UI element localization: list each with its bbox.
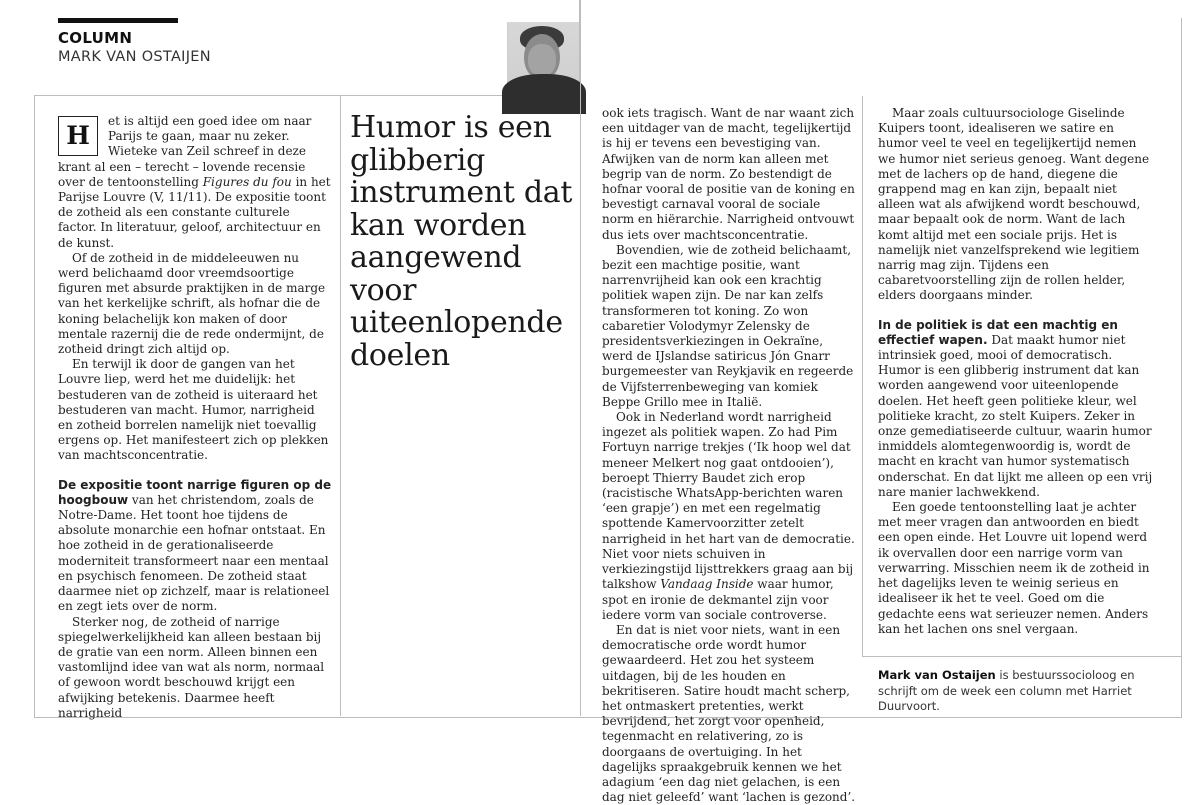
show-title: Vandaag Inside: [660, 577, 754, 592]
drop-cap: H: [58, 116, 98, 156]
section-kicker: COLUMN: [58, 29, 133, 47]
subheading: In de politiek is dat een machtig en effectief wapen.: [878, 317, 1118, 347]
bio-divider: [862, 656, 1182, 657]
paragraph: En terwijl ik door de gangen van het Louvre liep, werd het me duidelijk: het bestuderen van de zotheid is uiteraard het bestuderen van macht. Humor, narrigheid en zotheid borrelen namelijk niet toevallig ergens op. Het manifesteert zich op plekken van machtsconcentratie.: [58, 357, 329, 463]
paragraph: Maar zoals cultuursociologe Giselinde Kuipers toont, idealiseren we satire en humor veel te veel en tegelijkertijd nemen we humor niet serieus genoeg. Want degene met de lachers op de hand, diegene die grappend mag en kan zijn, bepaalt niet alleen wat als afwijkend wordt beschouwd, maar bepaalt ook de norm. Want de lach komt altijd met een sociale prijs. Het is namelijk niet vanzelfsprekend wie legitiem narrig mag zijn. Tijdens een cabaretvoorstelling zijn de rollen helder, elders doorgaans minder.: [878, 106, 1150, 303]
paragraph: Bovendien, wie de zotheid belichaamt, bezit een machtige positie, want narrenvrijheid kan ook een krachtig politiek wapen zijn. De nar kan zelfs transformeren tot koning. Zo won cabaretier Volodymyr Zelensky de presidentsverkiezingen in Oekraïne, werd de IJslandse satiricus Jón Gnarr burgemeester van Reykjavik en regeerde de Vijfsterrenbeweging van komiek Beppe Grillo mee in Italië.: [602, 242, 854, 409]
intro-paragraph: H et is altijd een goed idee om naar Parijs te gaan, maar nu zeker. Wieteke van Zeil schreef in deze krant al een – terecht – lovende recensie over de tentoonstelling Figures du fou in het Parijse Louvre (V, 11/11). De expositie toont de zotheid als een constante culturele factor. In literatuur, geloof, architectuur en de kunst.: [58, 114, 331, 250]
paragraph: Ook in Nederland wordt narrigheid ingezet als politiek wapen. Zo had Pim Fortuyn narrige trekjes (‘Ik hoop wel dat meneer Melkert nog gaat ontdooien’), beroept Thierry Baudet zich erop (racistische WhatsApp-berichten waren ‘een grapje’) en met een regelmatig spottende Kamervoorzitter zetelt narrigheid in het hart van de democratie. Niet voor niets schuiven in verkiezingstijd lijsttrekkers graag aan bij talkshow Vandaag Inside waar humor, spot en ironie de dekmantel zijn voor iedere vorm van sociale controverse.: [602, 410, 855, 622]
article-column-4: [878, 106, 1154, 637]
article-column-3: [602, 106, 856, 805]
subheading: De expositie toont narrige figuren op de hoogbouw: [58, 477, 332, 507]
column-divider: [580, 0, 581, 716]
paragraph: In de politiek is dat een machtig en effectief wapen. Dat maakt humor niet intrinsiek goed, mooi of democratisch. Humor is een glibberig instrument dat kan worden aangewend voor uiteenlopende doelen. Het heeft geen politieke kleur, wel politieke kracht, zo stelt Kuipers. Zeker in onze gemediatiseerde cultuur, waarin humor inmiddels alomtegenwoordig is, wordt de macht en kracht van humor systematisch onderschat. En dat lijkt me alleen op een vrij nare manier lachwekkend.: [878, 317, 1153, 499]
paragraph: Een goede tentoonstelling laat je achter met meer vragen dan antwoorden en biedt een open einde. Het Louvre uit lopend werd ik overvallen door een narrige vorm van verwarring. Misschien neem ik de zotheid in het dagelijks leven te weinig serieus en idealiseer ik het te veel. Goed om die gedachte eens wat serieuzer nemen. Anders kan het lachen ons snel vergaan.: [878, 500, 1150, 636]
paragraph: Sterker nog, de zotheid of narrige spiegelwerkelijkheid kan alleen bestaan bij de gratie van een norm. Alleen binnen een vastomlijnd idee van wat als norm, normaal of gewoon wordt beschouwd krijgt een afwijking betekenis. Daarmee heeft narrigheid: [58, 614, 325, 720]
column-divider: [340, 96, 341, 716]
author-byline: MARK VAN OSTAIJEN: [58, 49, 211, 65]
column-header: [34, 0, 580, 96]
column-divider: [862, 96, 863, 656]
paragraph: En dat is niet voor niets, want in een democratische orde wordt humor gewaardeerd. Het zou het systeem uitdagen, bij de les houden en bekritiseren. Satire houdt macht scherp, het ontmaskert pretenties, werkt bevrijdend, het zorgt voor openheid, tegenmacht en relativering, zo is doorgaans de overtuiging. In het dagelijks spraakgebruik kennen we het adagium ‘een dag niet gelachen, is een dag niet geleefd’ want ‘lachen is gezond’.: [602, 622, 856, 805]
author-portrait-icon: [507, 22, 579, 96]
paragraph: ook iets tragisch. Want de nar waant zich een uitdager van de macht, tegelijkertijd is hij er tevens een bevestiging van. Afwijken van de norm kan alleen met begrip van de norm. Zo bestendigt de hofnar vooral de positie van de koning en bevestigt carnaval vooral de sociale norm en hiërarchie. Narrigheid ontvouwt dus iets over machtsconcentratie.: [602, 106, 855, 242]
pull-quote: Humor is een glibberig instrument dat kan worden aangewend voor uiteenlopende doelen: [350, 110, 573, 373]
author-name: Mark van Ostaijen: [878, 668, 996, 682]
paragraph: Of de zotheid in de middeleeuwen nu werd belichaamd door vreemdsoortige figuren met absurde praktijken in de marge van het kerkelijke schrift, als hofnar die de koning belachelijk kon maken of door mentale razernij die de rede ondermijnt, de zotheid dringt zich altijd op.: [58, 250, 326, 357]
author-bio: Mark van Ostaijen is bestuurssocioloog en schrijft om de week een column met Harriet Duurvoort.: [878, 668, 1135, 713]
article-column-1: [58, 114, 332, 721]
exhibition-title: Figures du fou: [202, 174, 292, 189]
paragraph: De expositie toont narrige figuren op de hoogbouw van het christendom, zoals de Notre-Dame. Het toont hoe tijdens de absolute monarchie een hofnar ontstaat. En hoe zotheid in de gerationaliseerde moderniteit transformeert naar een mentaal en psychisch fenomeen. De zotheid staat daarmee niet op zichzelf, maar is relationeel en zegt iets over de norm.: [58, 477, 332, 614]
header-rule: [58, 18, 178, 23]
